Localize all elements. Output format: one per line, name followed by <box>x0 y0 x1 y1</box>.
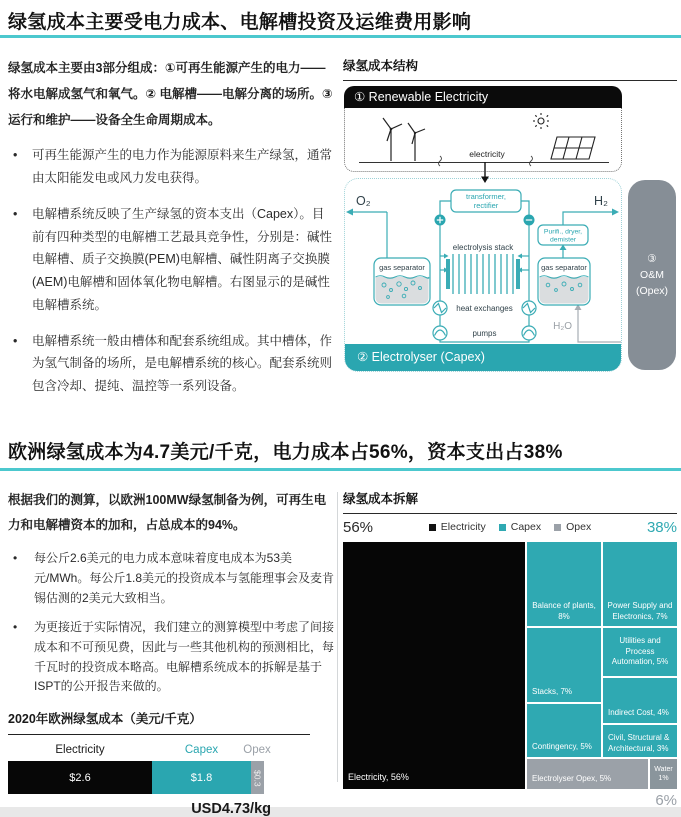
bullet-text: 电解槽系统一般由槽体和配套系统组成。其中槽体，作为氢气制备的场所，是电解槽系统的核心。配套系统则包含冷却、提纯、温控等一系列设备。 <box>32 333 333 393</box>
capex-legend-swatch <box>499 524 506 531</box>
om-subtitle: (Opex) <box>635 285 669 298</box>
gas-separator-label: gas separator <box>541 263 587 272</box>
cost-structure-figure <box>343 56 677 364</box>
block-label: Civil, Structural & Architectural, 3% <box>608 733 670 753</box>
transformer-label: rectifier <box>473 201 499 210</box>
bullet-icon: • <box>13 551 18 565</box>
renewable-electricity-box <box>344 86 622 172</box>
title-divider <box>0 468 681 471</box>
gas-separator-label: gas separator <box>379 263 425 272</box>
minus-node-icon <box>524 215 535 226</box>
bullet-text: 为更接近于实际情况，我们建立的测算模型中考虑了间接成本和不可预见费，因此与一些其他机构的预测相比，每千瓦时的投资成本略高。电解槽系统成本的拆解是基于ISPT的公开报告来做的。 <box>34 619 335 694</box>
treemap-block-electricity <box>343 542 525 789</box>
om-number: ③ <box>647 252 657 265</box>
list-item <box>8 618 335 698</box>
legend-item <box>554 521 591 533</box>
block-label: Water 1% <box>654 765 673 782</box>
section1-text-column <box>8 56 335 411</box>
purifier-label: demister <box>549 236 577 244</box>
treemap-block-water <box>650 759 677 789</box>
figure-header: 绿氢成本结构 <box>343 56 677 81</box>
stack-label: electrolysis stack <box>452 243 514 252</box>
section2-bullets <box>8 549 335 697</box>
om-opex-box <box>628 180 676 370</box>
transformer-label: transformer, <box>465 192 507 201</box>
electricity-label: electricity <box>469 149 505 159</box>
bar-chart-header: 2020年欧洲绿氢成本（美元/千克） <box>8 709 310 735</box>
column-divider <box>337 492 338 782</box>
treemap-block-civil-structural <box>603 725 677 757</box>
section2-title: 欧洲绿氢成本为4.7美元/千克，电力成本占56%，资本支出占38% <box>8 442 563 463</box>
list-item <box>8 549 335 609</box>
list-item <box>8 203 335 317</box>
h2-label: H₂ <box>594 194 608 208</box>
treemap-block-contingency <box>527 704 601 757</box>
block-label: Stacks, 7% <box>532 686 573 696</box>
o2-label: O₂ <box>356 194 371 208</box>
figure-header: 绿氢成本拆解 <box>343 489 677 514</box>
treemap-block-indirect-cost <box>603 678 677 723</box>
section2-text-column <box>8 488 335 817</box>
flow-down-arrow-icon <box>477 162 493 184</box>
electrolyser-diagram <box>344 178 622 346</box>
treemap-block-stacks <box>527 628 601 702</box>
legend-label: Opex <box>566 521 592 533</box>
opex-segment: $0.3 <box>251 761 264 794</box>
pumps-label: pumps <box>472 329 497 338</box>
opex-series-label: Opex <box>243 744 271 757</box>
electricity-series-label: Electricity <box>55 744 105 757</box>
treemap-block-utilities <box>603 628 677 676</box>
bullet-icon: • <box>13 206 18 221</box>
legend-label: Capex <box>510 521 542 533</box>
section1-title: 绿氢成本主要受电力成本、电解槽投资及运维费用影响 <box>8 12 472 33</box>
list-item <box>8 330 335 398</box>
water-line <box>575 304 622 342</box>
block-label: Balance of plants, 8% <box>532 601 596 621</box>
list-item <box>8 144 335 190</box>
section1-intro: 绿氢成本主要由3部分组成：①可再生能源产生的电力——将水电解成氢气和氧气。② 电解槽——电解分离的场所。③ 运行和维护——设备全生命周期成本。 <box>8 61 333 127</box>
om-title: O&M <box>640 268 664 281</box>
stacked-bar <box>8 761 264 794</box>
block-label: Utilities and Process Automation, 5% <box>611 636 669 667</box>
total-cost-label: USD4.73/kg <box>191 801 271 817</box>
bullet-text: 电解槽系统反映了生产绿氢的资本支出（Capex）。目前有四种类型的电解槽工艺最具竞争性，分别是：碱性电解槽、质子交换膜(PEM)电解槽、碱性阴离子交换膜(AEM)电解槽和固体氧化物电解槽。右图显示的是碱性电解槽系统。 <box>32 206 333 312</box>
title-divider <box>0 35 681 38</box>
electrolysis-stack <box>446 254 520 294</box>
treemap-block-electrolyser-opex <box>527 759 648 789</box>
treemap-annotations <box>343 516 677 540</box>
electricity-segment: $2.6 <box>8 761 152 794</box>
wind-turbine-icon <box>383 118 425 161</box>
renewable-header: ① Renewable Electricity <box>344 86 622 108</box>
electrolyser-box <box>344 178 622 372</box>
block-label: Contingency, 5% <box>532 741 592 751</box>
bullet-text: 可再生能源产生的电力作为能源原料来生产绿氢，通常由太阳能发电或风力发电获得。 <box>32 148 333 185</box>
electrolyser-capex-bar: ② Electrolyser (Capex) <box>345 344 621 371</box>
cost-treemap <box>343 542 677 789</box>
block-label: Indirect Cost, 4% <box>608 707 669 717</box>
bullet-text: 每公斤2.6美元的电力成本意味着度电成本为53美元/MWh。每公斤1.8美元的投资成本与氢能理事会及麦肯锡估测的2美元大致相当。 <box>34 551 335 605</box>
legend <box>343 521 677 533</box>
treemap-block-power-supply <box>603 542 677 626</box>
hydrogen-cost-bar-chart <box>8 709 335 817</box>
legend-label: Electricity <box>440 521 486 533</box>
bullet-icon: • <box>13 148 18 163</box>
opex-percent: 6% <box>655 792 677 809</box>
bar-chart-series-labels <box>8 744 288 761</box>
block-label: Power Supply and Electronics, 7% <box>607 601 673 621</box>
bullet-icon: • <box>13 619 18 634</box>
purifier-label: Purifi., dryer, <box>543 228 583 236</box>
treemap-block-balance-of-plants <box>527 542 601 626</box>
block-label: Electrolyser Opex, 5% <box>532 773 612 783</box>
electricity-legend-swatch <box>429 524 436 531</box>
plus-node-icon <box>435 215 446 226</box>
section1-bullets <box>8 144 335 398</box>
legend-item <box>499 521 541 533</box>
opex-legend-swatch <box>554 524 561 531</box>
bullet-icon: • <box>13 333 18 348</box>
h2o-label: H₂O <box>553 321 572 332</box>
legend-item <box>429 521 486 533</box>
section2-intro: 根据我们的测算，以欧洲100MW绿氢制备为例，可再生电力和电解槽资本的加和，占总成本的94%。 <box>8 493 327 532</box>
capex-segment: $1.8 <box>152 761 251 794</box>
block-label: Electricity, 56% <box>348 772 409 783</box>
solar-panel-icon <box>533 113 595 159</box>
electricity-percent: 56% <box>343 519 374 536</box>
heat-exchanges-label: heat exchanges <box>456 304 513 313</box>
cost-breakdown-figure <box>343 489 677 809</box>
capex-series-label: Capex <box>184 744 219 757</box>
capex-percent: 38% <box>646 519 677 536</box>
